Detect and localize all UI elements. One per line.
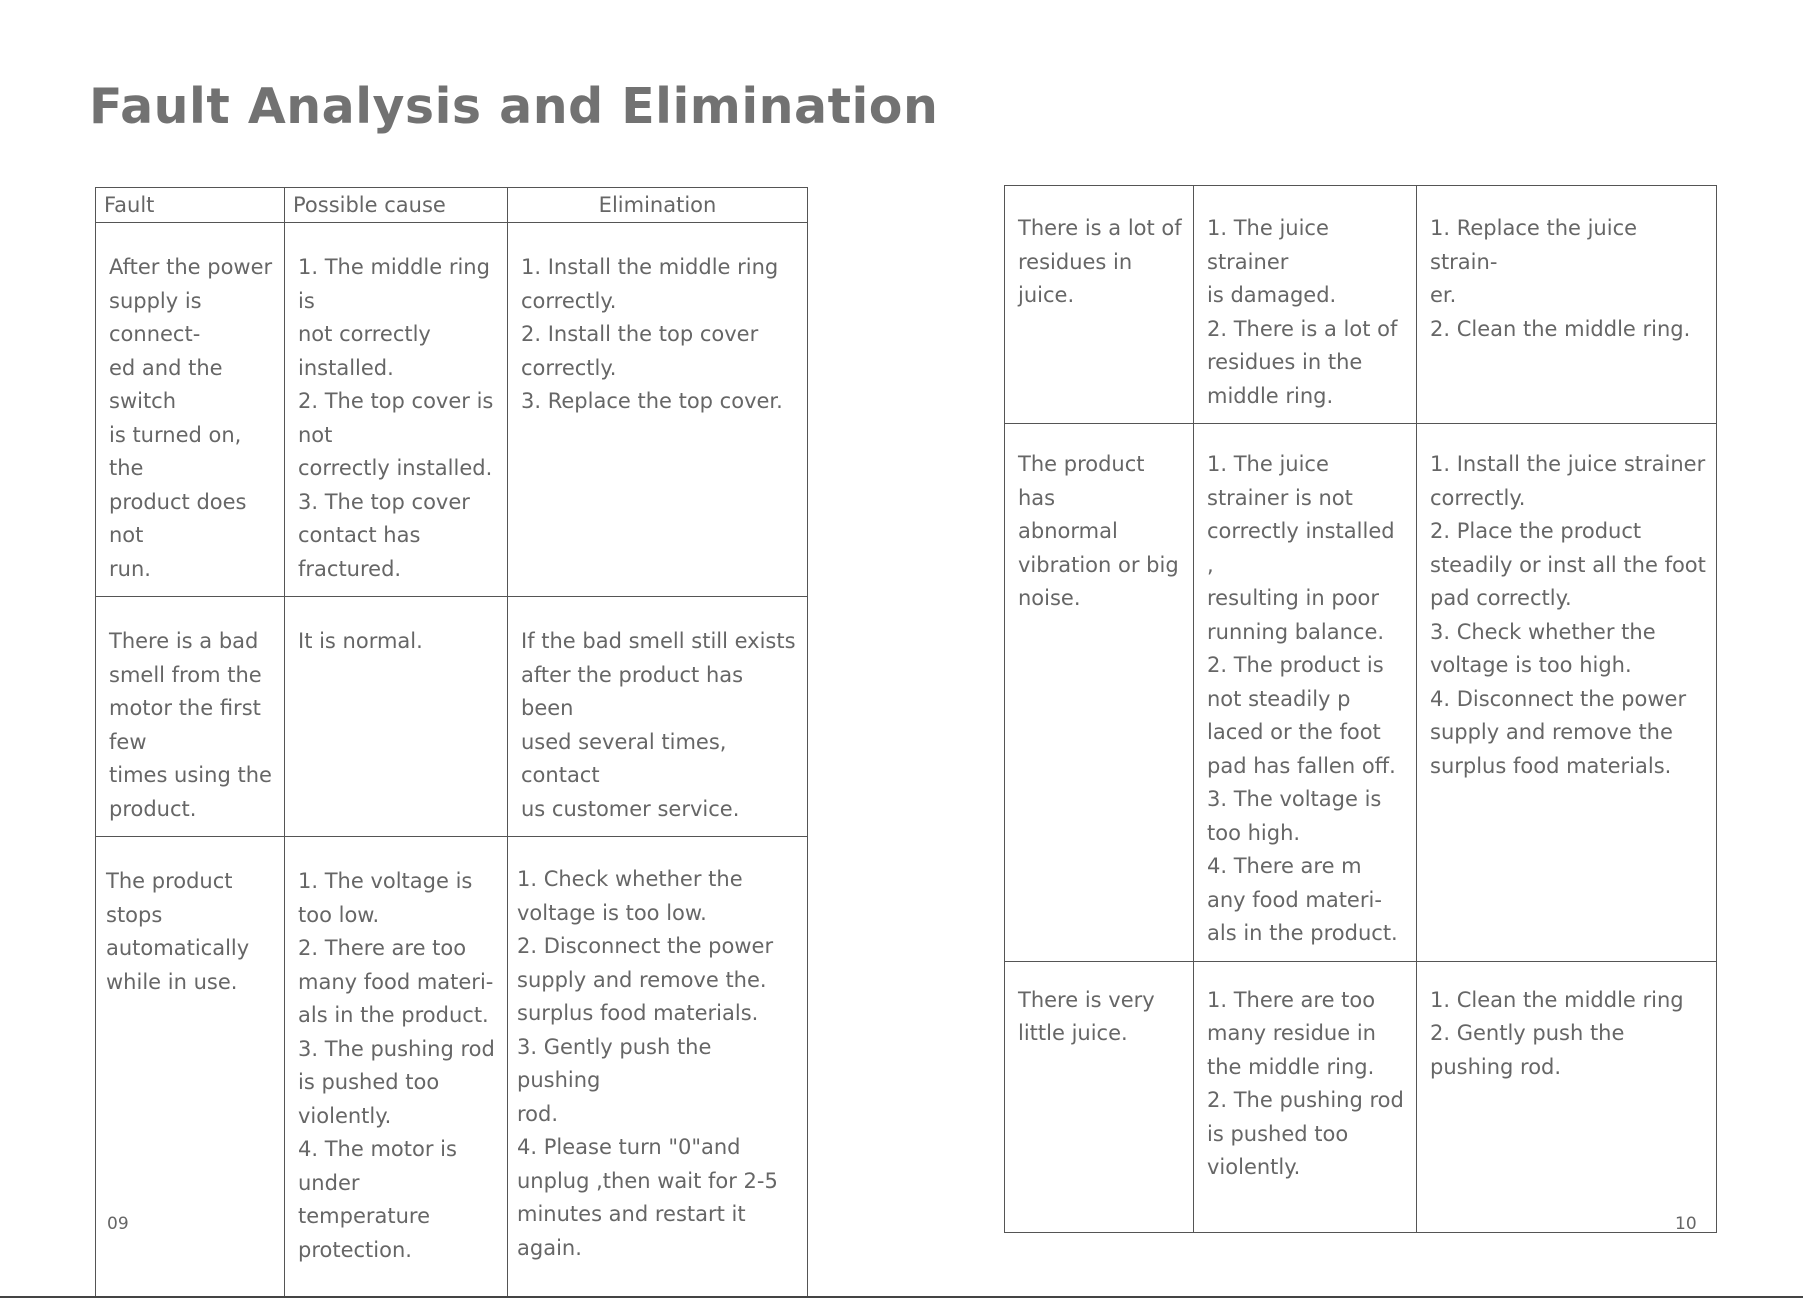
cell-text-line: There is very: [1018, 987, 1155, 1012]
cell-text-line: after the product has been: [521, 662, 744, 720]
cell-text-line: 1. The voltage is: [298, 869, 473, 893]
cell-text-line: product.: [109, 796, 197, 821]
cell-text-line: contact has fractured.: [298, 523, 421, 581]
cell-text-line: pushing rod.: [1430, 1054, 1562, 1079]
cell-text-line: correctly.: [1430, 485, 1526, 510]
cell-text-line: 3. The pushing rod: [298, 1036, 495, 1061]
cell-text-line: pad correctly.: [1430, 586, 1572, 610]
cell-text-line: 2. The pushing rod: [1207, 1088, 1404, 1112]
cell-text-line: running balance.: [1207, 619, 1385, 644]
cell-text-line: 1. Install the middle ring: [521, 255, 779, 279]
cell-text-line: There is a lot of: [1018, 216, 1182, 240]
cell-text-line: resulting in poor: [1207, 586, 1380, 610]
cell-text-line: vibration or big: [1018, 552, 1179, 577]
cell-text-line: run.: [109, 556, 151, 581]
cell-text-line: The product has: [1018, 452, 1145, 510]
cell-text-line: pad has fallen off.: [1207, 753, 1396, 778]
cell-text-line: 4. There are m: [1207, 854, 1362, 878]
elimination-cell: [508, 837, 808, 1298]
cell-text-line: any food materi-: [1207, 887, 1382, 912]
cell-text-line: 2. Install the top cover: [521, 322, 759, 346]
cell-text-line: 3. The top cover: [298, 489, 470, 514]
cell-text-line: is turned on, the: [109, 422, 242, 480]
cell-text-line: stops: [106, 902, 163, 927]
cell-text-line: 1. The middle ring is: [298, 255, 490, 313]
cell-text-line: 2. Clean the middle ring.: [1430, 316, 1691, 341]
cause-cell: [1194, 424, 1417, 962]
cell-text-line: under temperature: [298, 1170, 430, 1228]
elimination-cell: [1417, 186, 1717, 424]
cell-text-line: 2. Gently push the: [1430, 1021, 1625, 1045]
table-row: [96, 597, 808, 837]
cell-text-line: too high.: [1207, 820, 1301, 845]
cell-text-line: correctly.: [521, 288, 617, 313]
cell-text-line: laced or the foot: [1207, 720, 1381, 744]
cell-text-line: smell from the: [109, 662, 262, 687]
header-fault: Fault: [96, 188, 285, 223]
cell-text-line: supply and remove the.: [517, 967, 767, 992]
elimination-cell: [508, 597, 808, 837]
cell-text-line: violently.: [1207, 1155, 1301, 1179]
cell-text-line: 3. Replace the top cover.: [521, 389, 783, 413]
cell-text-line: 2. Place the product: [1430, 519, 1642, 543]
cause-cell: [285, 597, 508, 837]
cell-text-line: It is normal.: [298, 629, 423, 653]
cell-text-line: supply and remove the: [1430, 720, 1673, 744]
cell-text-line: strainer is not: [1207, 485, 1353, 510]
cell-text-line: 1. Install the juice strainer: [1430, 452, 1706, 476]
cell-text-line: automatically: [106, 936, 250, 960]
table-row: [1005, 424, 1717, 962]
cell-text-line: used several times, contact: [521, 729, 727, 787]
cell-text-line: violently.: [298, 1103, 392, 1128]
cell-text-line: er.: [1430, 283, 1457, 307]
fault-cell: [96, 597, 285, 837]
cell-text-line: 4. Disconnect the power: [1430, 686, 1687, 711]
table-row: [1005, 186, 1717, 424]
cell-text-line: 1. Clean the middle ring: [1430, 987, 1684, 1012]
cell-text-line: voltage is too high.: [1430, 653, 1632, 677]
cause-cell: [285, 837, 508, 1298]
cell-text-line: too low.: [298, 902, 380, 927]
cell-text-line: rod.: [517, 1101, 559, 1126]
cell-text-line: many food materi-: [298, 969, 494, 994]
cell-text-line: If the bad smell still exists: [521, 629, 796, 653]
cell-text-line: There is a bad: [109, 629, 259, 653]
cell-text-line: not correctly installed.: [298, 322, 431, 380]
table-row: [1005, 961, 1717, 1232]
cell-text-line: ed and the switch: [109, 355, 223, 413]
fault-cell: [1005, 961, 1194, 1232]
cell-text-line: 2. The product is: [1207, 653, 1384, 677]
table-row: [96, 223, 808, 597]
fault-cell: [1005, 424, 1194, 962]
cell-text-line: correctly installed ,: [1207, 519, 1395, 577]
cell-text-line: motor the first few: [109, 696, 261, 754]
cause-cell: [1194, 961, 1417, 1232]
cell-text-line: 3. Check whether the: [1430, 619, 1656, 644]
cell-text-line: many residue in: [1207, 1021, 1376, 1045]
bottom-divider: [0, 1296, 1803, 1298]
cause-cell: [1194, 186, 1417, 424]
cell-text-line: als in the product.: [298, 1003, 489, 1027]
fault-table-right: [1004, 185, 1717, 1233]
table-row: [96, 837, 808, 1298]
fault-cell: [96, 223, 285, 597]
cell-text-line: surplus food materials.: [517, 1001, 759, 1025]
elimination-cell: [1417, 961, 1717, 1232]
cell-text-line: 2. The top cover is not: [298, 389, 494, 447]
cell-text-line: product does not: [109, 489, 247, 547]
cell-text-line: us customer service.: [521, 796, 740, 821]
cell-text-line: protection.: [298, 1237, 412, 1262]
cell-text-line: not steadily p: [1207, 686, 1351, 711]
cell-text-line: voltage is too low.: [517, 900, 707, 925]
cell-text-line: steadily or inst all the foot: [1430, 552, 1706, 577]
cell-text-line: 1. Replace the juice strain-: [1430, 216, 1638, 274]
elimination-cell: [508, 223, 808, 597]
cell-text-line: 1. There are too: [1207, 987, 1376, 1012]
cell-text-line: little juice.: [1018, 1021, 1128, 1045]
cell-text-line: 4. The motor is: [298, 1137, 457, 1161]
cell-text-line: unplug ,then wait for 2-5: [517, 1168, 778, 1193]
cell-text-line: 2. There are too: [298, 936, 467, 960]
cell-text-line: is pushed too: [298, 1070, 440, 1094]
cell-text-line: residues in juice.: [1018, 249, 1133, 307]
cell-text-line: The product: [106, 869, 233, 893]
cell-text-line: the middle ring.: [1207, 1054, 1375, 1079]
cell-text-line: minutes and restart it: [517, 1202, 746, 1226]
page-number-left: 09: [107, 1214, 129, 1234]
fault-table-left: [95, 187, 808, 1298]
cell-text-line: middle ring.: [1207, 383, 1334, 408]
cell-text-line: correctly.: [521, 355, 617, 380]
page-title: Fault Analysis and Elimination: [89, 78, 939, 135]
cell-text-line: abnormal: [1018, 519, 1118, 543]
cell-text-line: 1. Check whether the: [517, 867, 743, 891]
cell-text-line: residues in the: [1207, 350, 1363, 374]
cell-text-line: times using the: [109, 763, 272, 787]
cell-text-line: is damaged.: [1207, 283, 1337, 307]
cell-text-line: als in the product.: [1207, 921, 1398, 945]
cell-text-line: is pushed too: [1207, 1121, 1349, 1146]
header-possible-cause: Possible cause: [285, 188, 508, 223]
cause-cell: [285, 223, 508, 597]
cell-text-line: again.: [517, 1235, 582, 1260]
cell-text-line: 2. Disconnect the power: [517, 934, 774, 958]
cell-text-line: 1. The juice: [1207, 452, 1329, 476]
cell-text-line: 4. Please turn "0"and: [517, 1135, 741, 1159]
elimination-cell: [1417, 424, 1717, 962]
cell-text-line: surplus food materials.: [1430, 753, 1672, 778]
cell-text-line: 3. The voltage is: [1207, 787, 1382, 811]
fault-cell: [1005, 186, 1194, 424]
cell-text-line: After the power: [109, 255, 273, 279]
cell-text-line: correctly installed.: [298, 456, 493, 480]
cell-text-line: 3. Gently push the pushing: [517, 1034, 712, 1092]
page-number-right: 10: [1675, 1214, 1697, 1234]
cell-text-line: noise.: [1018, 586, 1081, 610]
cell-text-line: 1. The juice strainer: [1207, 216, 1329, 274]
cell-text-line: 2. There is a lot of: [1207, 316, 1398, 341]
cell-text-line: while in use.: [106, 969, 238, 994]
cell-text-line: supply is connect-: [109, 288, 202, 346]
header-elimination: Elimination: [508, 188, 808, 223]
